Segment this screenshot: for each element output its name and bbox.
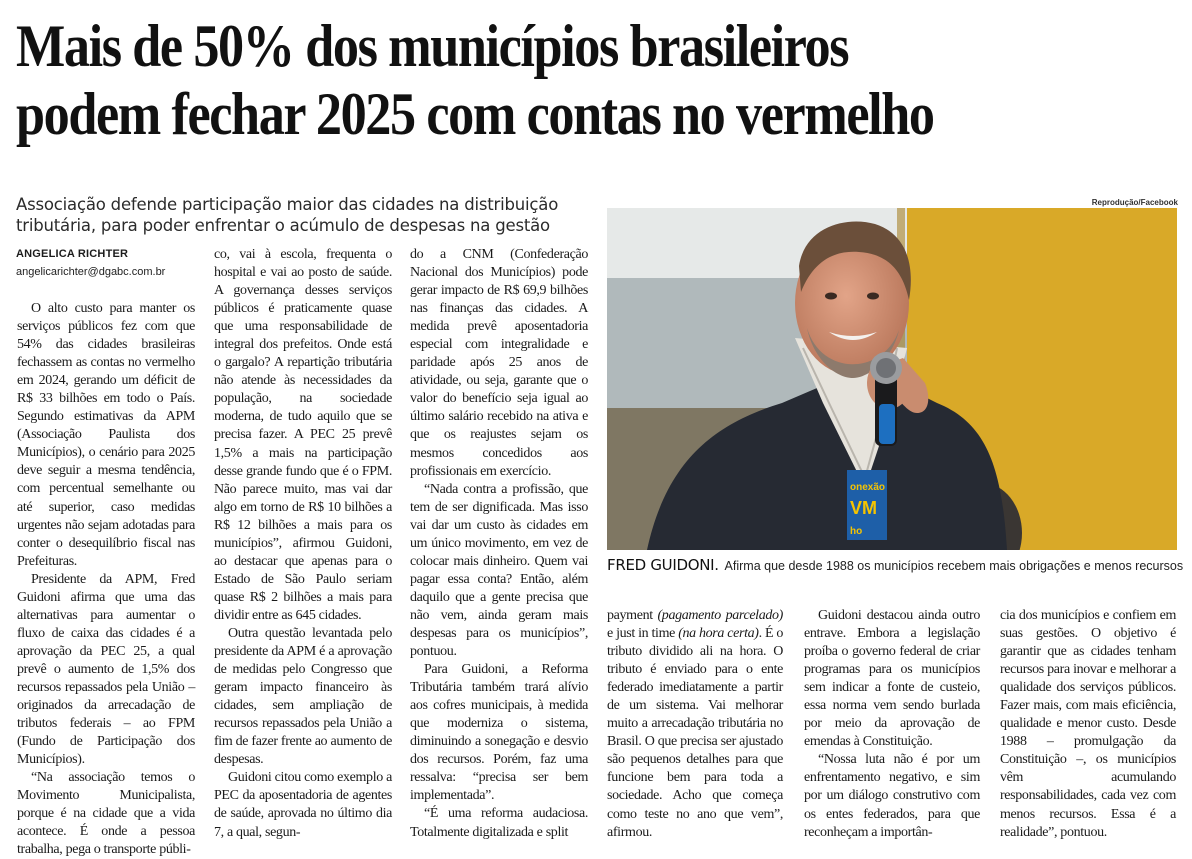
article-column-4 <box>607 607 783 842</box>
text-run: . É o tributo dividido ali na hora. O tributo é enviado para o ente federado imediatamente a partir de um sistema. Vai melhorar muito a arrecadação tributária no Brasil. O que precisa ser ajustado são pequenos detalhes para que funcione bem para toda a sociedade. Acho que começa como teste no ano que vem”, afirmou. <box>607 626 784 840</box>
paragraph: “Na associação temos o Movimento Municipalista, porque é na cidade que a vida acontece. É onde a pessoa trabalha, pega o transporte públi- <box>17 770 195 858</box>
article-column-5 <box>804 607 980 842</box>
paragraph: do a CNM (Confederação Nacional dos Municípios) pode gerar impacto de R$ 69,9 bilhões nas finanças das cidades. A medida prevê aposentadoria especial com integralidade e paridade após 25 anos de atividade, ou seja, garante que o valor do benefício seja igual ao último salário recebido na ativa e que os reajustes sejam os mesmos concedidos aos profissionais em exercício. <box>410 247 588 479</box>
text-run: e just in time <box>607 626 679 642</box>
paragraph <box>607 607 783 842</box>
paragraph: “Nossa luta não é por um enfrentamento negativo, e sim por um diálogo construtivo com os entes federados, para que reconheçam a importân- <box>804 752 980 840</box>
speaker-photo-illustration <box>607 208 1177 550</box>
italic-gloss: (pagamento parcelado) <box>657 608 783 623</box>
headline-line-1: Mais de 50% dos municípios brasileiros <box>16 13 849 79</box>
headline <box>16 12 1030 148</box>
author-name: ANGELICA RICHTER <box>16 248 129 260</box>
subheadline: Associação defende participação maior das cidades na distribuição tributária, para poder enfrentar o acúmulo de despesas na gestão <box>16 195 559 235</box>
paragraph: Para Guidoni, a Reforma Tributária também trará alívio aos cofres municipais, à medida que moderniza o sistema, diminuindo a sonegação e desvio dos recursos. Porém, faz uma ressalva: “precisa ser bem implementada”. <box>410 662 588 804</box>
paragraph: Guidoni destacou ainda outro entrave. Embora a legislação proíba o governo federal de criar programas para os municípios sem indicar a fonte de custeio, essa norma vem sendo burlada por meio da aprovação de emendas à Constituição. <box>804 608 980 750</box>
paragraph: cia dos municípios e confiem em suas gestões. O objetivo é garantir que as cidades tenham recursos para inovar e melhorar a qualidade dos serviços públicos. Fazer mais, com mais eficiência, qualidade e menor custo. Desde 1988 – promulgação da Constituição –, os municípios vêm acumulando responsabilidades, cada vez com menos recursos. Essa é a realidade”, pontuou. <box>1000 608 1176 840</box>
paragraph: “É uma reforma audaciosa. Totalmente digitalizada e split <box>410 806 588 840</box>
paragraph: Presidente da APM, Fred Guidoni afirma que uma das alternativas para aumentar o fluxo de caixa das cidades é a aprovação da PEC 25, a qual prevê o aumento de 1,5% dos recursos repassados pela União – originados da arrecadação de tributos federais – ao FPM (Fundo de Participação dos Municípios). <box>17 571 195 768</box>
italic-gloss: (na hora certa) <box>678 626 759 642</box>
paragraph: O alto custo para manter os serviços públicos fez com que 54% das cidades brasileiras fechassem as contas no vermelho em 2024, gerando um déficit de R$ 33 bilhões em todo o País. Segundo estimativas da APM (Associação Paulista dos Municípios), o cenário para 2025 deve seguir a mesma tendência, com percentual semelhante ou até superior, caso medidas urgentes não sejam adotadas para conter o desequilíbrio fiscal nas Prefeituras. <box>17 301 195 569</box>
paragraph: co, vai à escola, frequenta o hospital e vai ao posto de saúde. A governança desses serviços públicos é praticamente quase que uma responsabilidade de integral dos prefeitos. Onde está o gargalo? A repartição tributária não atende às necessidades da população, na sociedade moderna, de tudo aquilo que se precisa fazer. A PEC 25 prevê 1,5% a mais na participação desse grande fundo que é o FPM. Não parece muito, mas vai dar algo em torno de R$ 10 bilhões a R$ 12 bilhões a mais para os municípios”, afirmou Guidoni, ao destacar que apenas para o Estado de São Paulo seriam quase R$ 2 bilhões a mais para dividir entre as 645 cidades. <box>214 247 392 623</box>
badge-text-3: ho <box>850 526 863 537</box>
paragraph: “Nada contra a profissão, que tem de ser dignificada. Mas isso vai dar um custo às cidades em um único movimento, em vez de colocar mais dinheiro. Quem vai pagar essa conta? Então, além daquilo que a gente precisa que não vem, ainda geram mais despesas para os municípios”, pontuou. <box>410 481 588 660</box>
article-column-3 <box>410 246 588 842</box>
article-column-6 <box>1000 607 1176 842</box>
article-column-1 <box>17 300 195 859</box>
headline-line-2: podem fechar 2025 com contas no vermelho <box>16 81 934 147</box>
article-photo <box>607 208 1177 550</box>
badge-text-2: VM <box>850 498 877 518</box>
caption-text: Afirma que desde 1988 os municípios recebem mais obrigações e menos recursos <box>724 559 1184 573</box>
caption-name: FRED GUIDONI. <box>607 556 719 574</box>
paragraph: Guidoni citou como exemplo a PEC da aposentadoria de agentes de saúde, aprovada no último dia 7, a qual, segun- <box>214 770 392 840</box>
text-run: payment <box>607 608 658 623</box>
paragraph: Outra questão levantada pelo presidente da APM é a aprovação de medidas pelo Congresso que geram impacto financeiro às cidades, sem ampliação de recursos repassados pela União a fim de fazer frente ao aumento de despesas. <box>214 625 392 768</box>
photo-caption <box>607 556 1184 574</box>
article-column-2 <box>214 246 392 842</box>
badge-text-1: onexão <box>850 482 886 493</box>
author-email: angelicarichter@dgabc.com.br <box>16 266 166 278</box>
photo-credit: Reprodução/Facebook <box>1091 198 1178 207</box>
